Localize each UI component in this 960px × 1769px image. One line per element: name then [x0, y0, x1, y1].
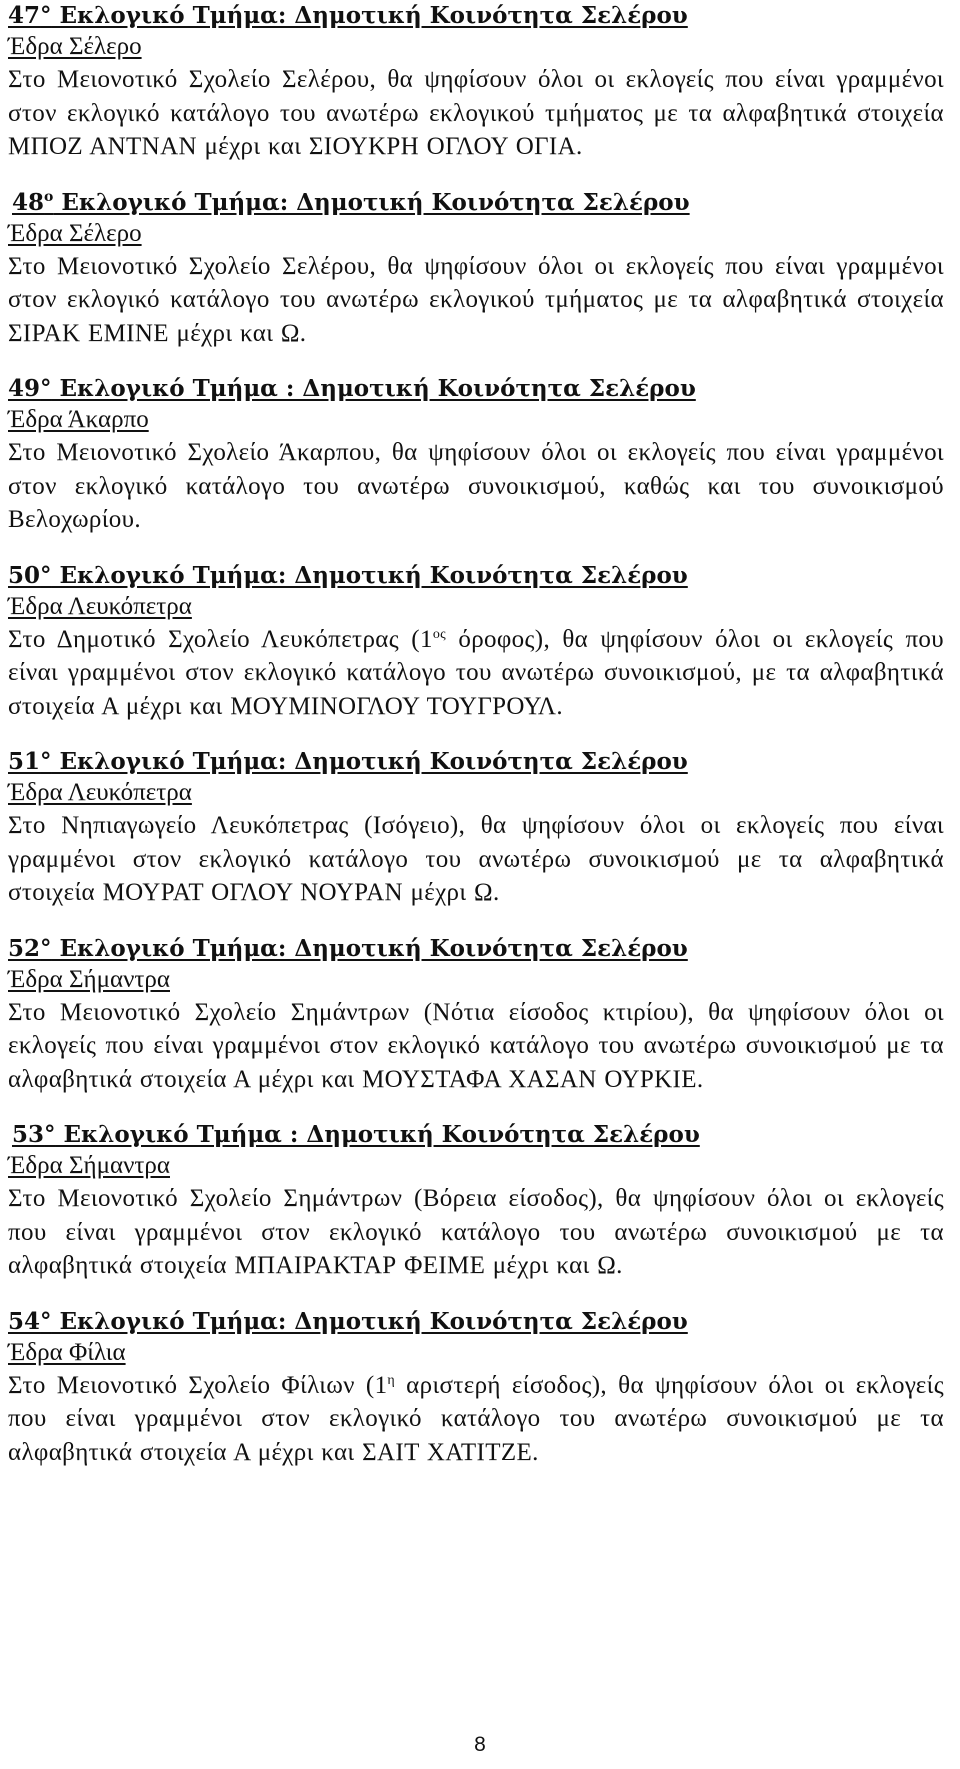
section-53 [8, 1119, 944, 1283]
section-body: Στο Νηπιαγωγείο Λευκόπετρας (Ισόγειο), θα ψηφίσουν όλοι οι εκλογείς που είναι γραμμένοι στον εκλογικό κατάλογο του ανωτέρω συνοικισμού με τα αλφαβητικά στοιχεία ΜΟΥΡΑΤ ΟΓΛΟΥ ΝΟΥΡΑΝ μέχρι Ω. [8, 812, 944, 906]
section-title: $48^o$ Εκλογικό Τμήμα: Δημοτική Κοινότητα Σελέρου [12, 188, 690, 216]
section-48 [8, 187, 944, 351]
section-52 [8, 933, 944, 1097]
document-page [8, 0, 944, 1492]
section-seat: Έδρα Σήμαντρα [8, 965, 170, 993]
section-49 [8, 373, 944, 537]
page-number: 8 [474, 1733, 486, 1756]
section-body: Στο Μειονοτικό Σχολείο Σελέρου, θα ψηφίσουν όλοι οι εκλογείς που είναι γραμμένοι στον εκλογικό κατάλογο του ανωτέρω εκλογικού τμήματος με τα αλφαβητικά στοιχεία ΣΙΡΑΚ ΕΜΙΝΕ μέχρι και Ω. [8, 252, 944, 347]
section-body: Στο Μειονοτικό Σχολείο Σημάντρων (Βόρεια είσοδος), θα ψηφίσουν όλοι οι εκλογείς που είναι γραμμένοι στον εκλογικό κατάλογο του ανωτέρω συνοικισμού με τα αλφαβητικά στοιχεία ΜΠΑΙΡΑΚΤΑΡ ΦΕΙΜΕ μέχρι και Ω. [8, 1185, 944, 1279]
section-seat: Έδρα Σήμαντρα [8, 1152, 170, 1179]
section-seat: Έδρα Φίλια [8, 1338, 126, 1366]
section-title: 50° Εκλογικό Τμήμα: Δημοτική Κοινότητα Σελέρου [8, 561, 688, 589]
section-seat: Έδρα Σέλερο [8, 219, 142, 247]
section-seat: Έδρα Λευκόπετρα [8, 592, 192, 620]
section-47 [8, 0, 944, 164]
section-title: 53° Εκλογικό Τμήμα : Δημοτική Κοινότητα Σελέρου [12, 1121, 700, 1148]
section-body: Στο Μειονοτικό Σχολείο Φίλιων ($1^\eta$ αριστερή είσοδος), θα ψηφίσουν όλοι οι εκλογείς που είναι γραμμένοι στον εκλογικό κατάλογο του ανωτέρω συνοικισμού με τα αλφαβητικά στοιχεία Α μέχρι και ΣΑΙΤ ΧΑΤΙΤΖΕ. [8, 1371, 944, 1466]
section-body: Στο Μειονοτικό Σχολείο Άκαρπου, θα ψηφίσουν όλοι οι εκλογείς που είναι γραμμένοι στον εκλογικό κατάλογο του ανωτέρω συνοικισμού, καθώς και του συνοικισμού Βελοχωρίου. [8, 439, 944, 533]
section-body: Στο Δημοτικό Σχολείο Λευκόπετρας ($1^{o\varsigma}$ όροφος), θα ψηφίσουν όλοι οι εκλογείς που είναι γραμμένοι στον εκλογικό κατάλογο του ανωτέρω συνοικισμού, με τα αλφαβητικά στοιχεία Α μέχρι και ΜΟΥΜΙΝΟΓΛΟΥ ΤΟΥΓΡΟΥΛ. [8, 625, 944, 720]
section-title: 47° Εκλογικό Τμήμα: Δημοτική Κοινότητα Σελέρου [8, 2, 688, 29]
section-50 [8, 560, 944, 724]
section-seat: Έδρα Άκαρπο [8, 406, 149, 433]
section-54 [8, 1306, 944, 1470]
section-body: Στο Μειονοτικό Σχολείο Σημάντρων (Νότια είσοδος κτιρίου), θα ψηφίσουν όλοι οι εκλογείς που είναι γραμμένοι στον εκλογικό κατάλογο του ανωτέρω συνοικισμού με τα αλφαβητικά στοιχεία Α μέχρι και ΜΟΥΣΤΑΦΑ ΧΑΣΑΝ ΟΥΡΚΙΕ. [8, 998, 944, 1093]
section-title: 54° Εκλογικό Τμήμα: Δημοτική Κοινότητα Σελέρου [8, 1307, 688, 1335]
section-title: 51° Εκλογικό Τμήμα: Δημοτική Κοινότητα Σελέρου [8, 748, 688, 775]
section-title: 49° Εκλογικό Τμήμα : Δημοτική Κοινότητα Σελέρου [8, 375, 696, 402]
section-title: 52° Εκλογικό Τμήμα: Δημοτική Κοινότητα Σελέρου [8, 934, 688, 962]
section-body: Στο Μειονοτικό Σχολείο Σελέρου, θα ψηφίσουν όλοι οι εκλογείς που είναι γραμμένοι στον εκλογικό κατάλογο του ανωτέρω εκλογικού τμήματος με τα αλφαβητικά στοιχεία ΜΠΟΖ ΑΝΤΝΑΝ μέχρι και ΣΙΟΥΚΡΗ ΟΓΛΟΥ ΟΓΙΑ. [8, 66, 944, 160]
section-seat: Έδρα Σέλερο [8, 33, 142, 60]
section-seat: Έδρα Λευκόπετρα [8, 779, 192, 806]
section-51 [8, 746, 944, 910]
